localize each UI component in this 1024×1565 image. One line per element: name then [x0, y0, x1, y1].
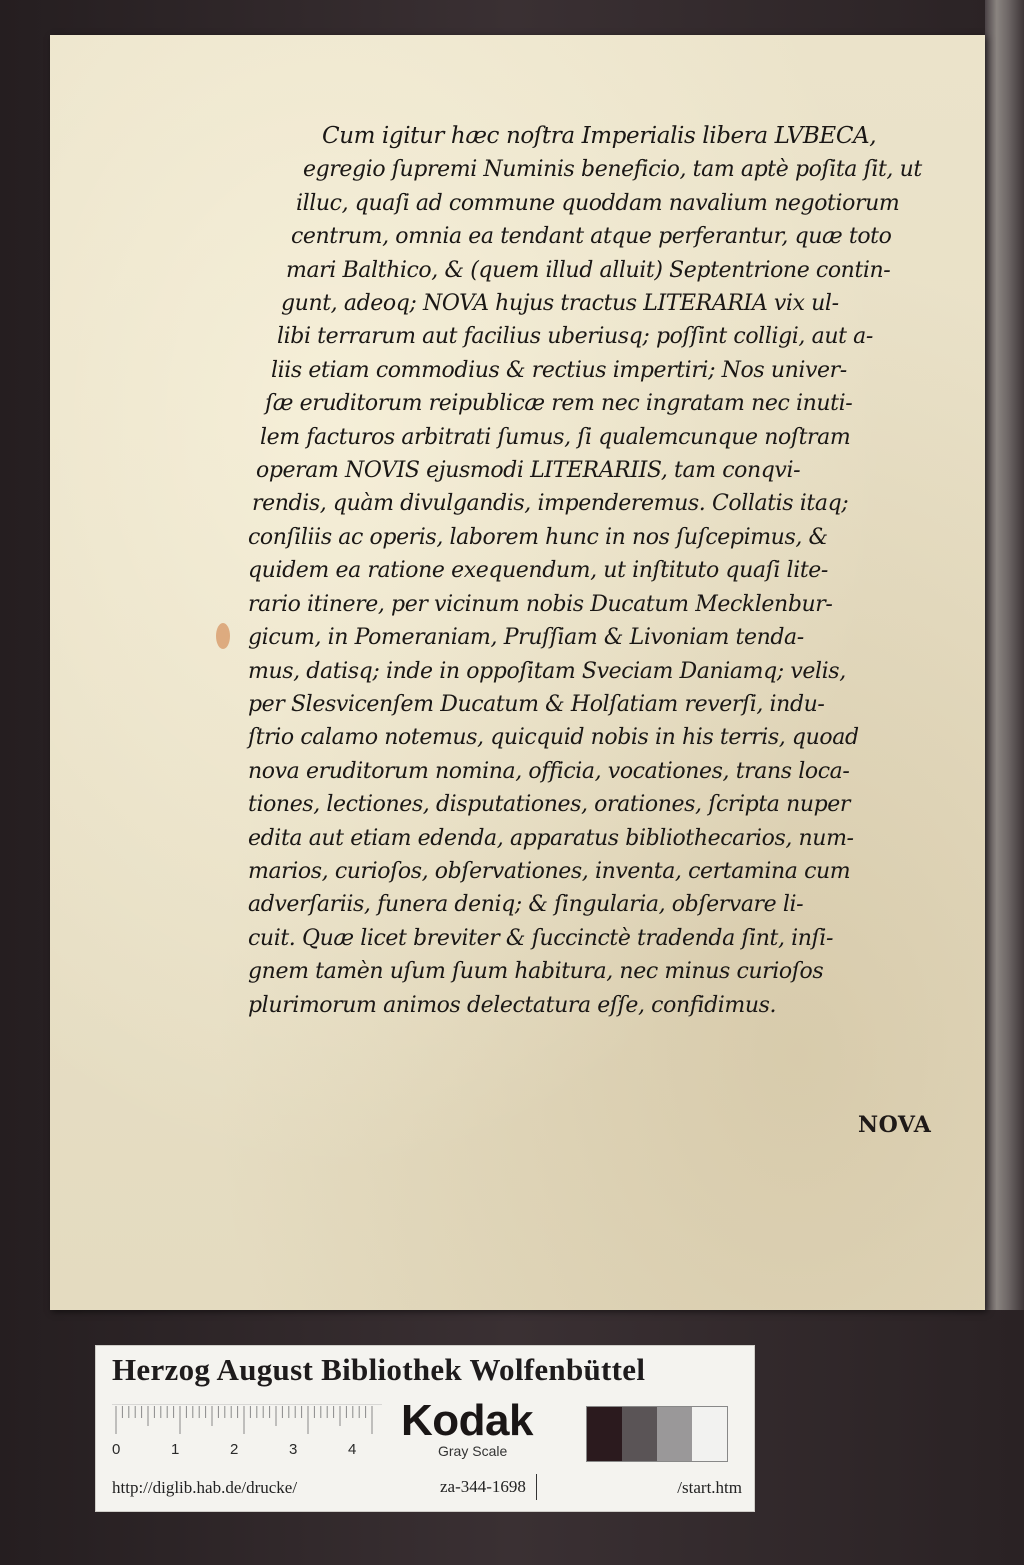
text-line: gicum, in Pomeraniam, Pruſſiam & Livoniam tenda- — [248, 625, 804, 651]
text-line: libi terrarum aut facilius uberiusq; poſſint colligi, aut a- — [277, 324, 873, 350]
text-line: operam NOVIS ejusmodi LITERARIIS, tam conqvi- — [256, 458, 801, 484]
text-line: gunt, adeoq; NOVA hujus tractus LITERARIA vix ul- — [281, 291, 839, 317]
swatch-dark-gray — [622, 1407, 657, 1461]
ruler-label-2: 2 — [230, 1441, 239, 1458]
text-line: Cum igitur hæc noſtra Imperialis libera LVBECA, — [322, 123, 877, 149]
ruler-label-4: 4 — [348, 1441, 357, 1458]
swatch-black — [587, 1407, 622, 1461]
base-url: http://diglib.hab.de/drucke/ — [112, 1478, 298, 1497]
text-line: lem facturos arbitrati ſumus, ſi qualemcunque noſtram — [260, 424, 851, 450]
text-line: rendis, quàm divulgandis, impenderemus. Collatis itaq; — [252, 491, 849, 517]
library-name: Herzog August Bibliothek Wolfenbüttel — [112, 1352, 646, 1387]
card-footer — [112, 1474, 742, 1500]
text-line: ſæ eruditorum reipublicæ rem nec ingratam nec inuti- — [265, 391, 853, 417]
text-line: mari Balthico, & (quem illud alluit) Septentrione contin- — [286, 257, 891, 283]
text-line: per Slesvicenſem Ducatum & Holſatiam reverſi, indu- — [248, 691, 825, 717]
start-page-url: /start.htm — [677, 1478, 742, 1497]
text-line: cuit. Quæ licet breviter & ſuccinctè tradenda ſint, inſi- — [248, 925, 833, 951]
text-line: nova eruditorum nomina, officia, vocationes, trans loca- — [248, 758, 850, 784]
text-line: adverſariis, funera deniq; & ſingularia, obſervare li- — [248, 892, 804, 918]
ruler-label-0: 0 — [112, 1441, 121, 1458]
text-line: liis etiam commodius & rectius impertiri; Nos univer- — [271, 357, 847, 383]
ruler-label-1: 1 — [171, 1441, 180, 1458]
gray-scale-label: Gray Scale — [438, 1443, 508, 1459]
text-line: ſtrio calamo notemus, quicquid nobis in his terris, quoad — [248, 725, 859, 751]
text-line: plurimorum animos delectatura eſſe, confidimus. — [248, 992, 777, 1018]
gray-scale-swatches — [586, 1406, 728, 1462]
text-line: tiones, lectiones, disputationes, orationes, ſcripta nuper — [248, 792, 851, 818]
text-line: rario itinere, per vicinum nobis Ducatum Mecklenbur- — [248, 591, 833, 617]
text-line: centrum, omnia ea tendant atque perferantur, quæ toto — [291, 224, 892, 250]
book-spine-edge — [985, 0, 1024, 1310]
catchword: NOVA — [858, 1112, 932, 1138]
text-line: illuc, quaſi ad commune quoddam navalium negotiorum — [296, 190, 900, 216]
swatch-white — [692, 1407, 727, 1461]
text-line: gnem tamèn uſum ſuum habitura, nec minus curioſos — [248, 959, 824, 985]
text-line: marios, curioſos, obſervationes, inventa, certamina cum — [248, 858, 851, 884]
body-text — [248, 120, 968, 1022]
text-line: conſiliis ac operis, laborem hunc in nos ſuſcepimus, & — [248, 524, 828, 550]
kodak-logo: Kodak — [401, 1396, 533, 1445]
text-line: mus, datisq; inde in oppoſitam Sveciam Daniamq; velis, — [248, 658, 846, 684]
text-line: quidem ea ratione exequendum, ut inſtituto quaſi lite- — [248, 558, 828, 584]
foxing-stain — [216, 623, 230, 649]
text-line: egregio ſupremi Numinis beneficio, tam aptè poſita ſit, ut — [303, 157, 922, 183]
text-line: edita aut etiam edenda, apparatus bibliothecarios, num- — [248, 825, 854, 851]
swatch-light-gray — [657, 1407, 692, 1461]
shelfmark-id: za-344-1698 — [430, 1474, 537, 1500]
library-color-card — [95, 1345, 755, 1512]
ruler-label-3: 3 — [289, 1441, 298, 1458]
ruler-scale — [112, 1404, 382, 1436]
